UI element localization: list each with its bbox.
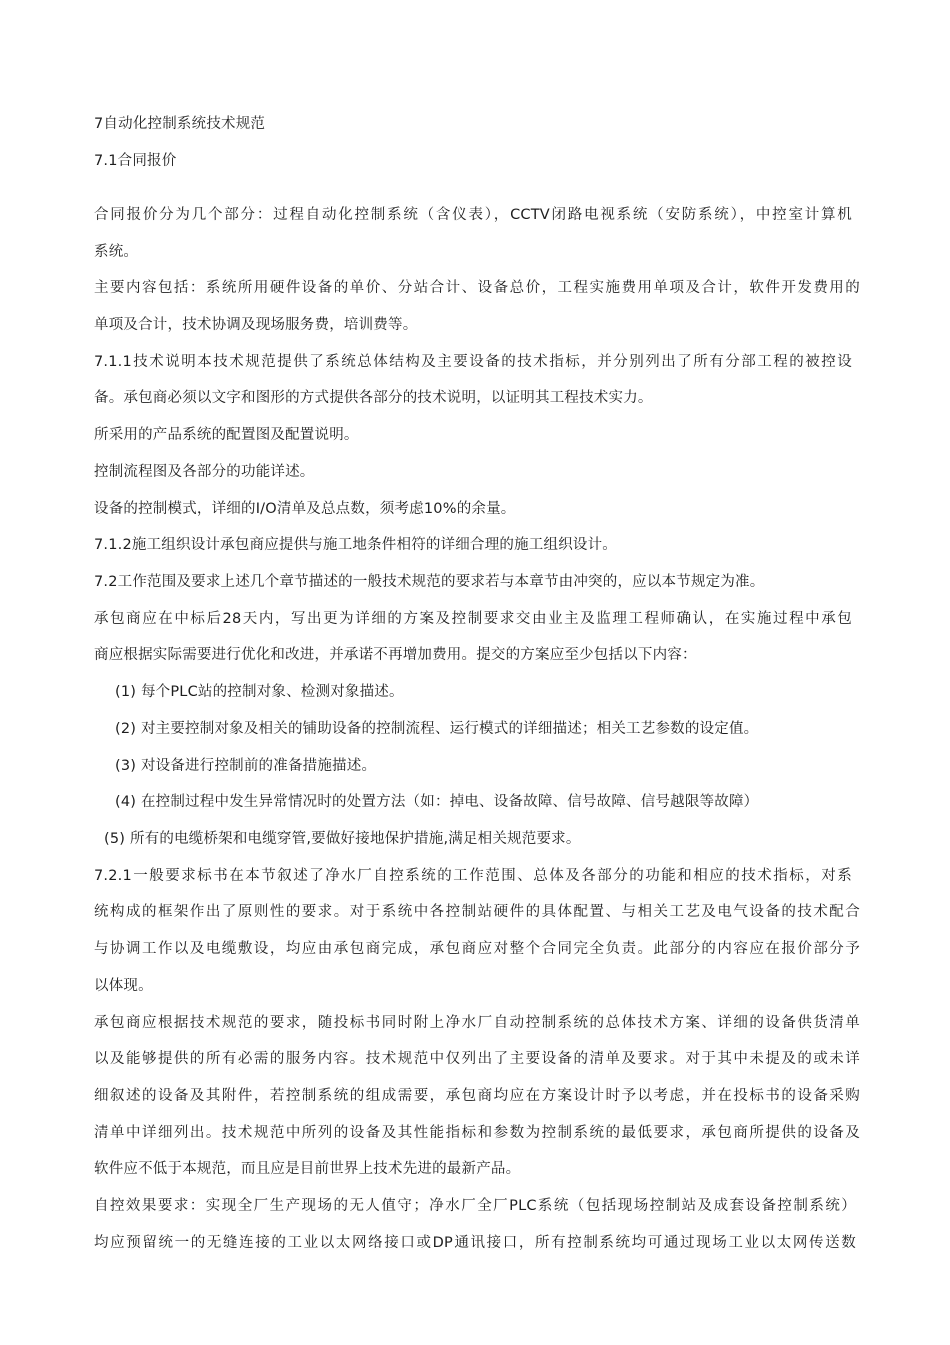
text-line: 单项及合计，技术协调及现场服务费，培训费等。: [94, 317, 418, 333]
text-line: 7.1.2施工组织设计承包商应提供与施工地条件相符的详细合理的施工组织设计。: [94, 537, 617, 553]
text-line: 以及能够提供的所有必需的服务内容。技术规范中仅列出了主要设备的清单及要求。对于其中未提及的或未详: [94, 1051, 860, 1067]
text-line: 系统。: [94, 244, 139, 260]
text-line: 设备的控制模式，详细的I/O清单及总点数，须考虑10%的余量。: [94, 501, 516, 517]
text-line: 统构成的框架作出了原则性的要求。对于系统中各控制站硬件的具体配置、与相关工艺及电气设备的技术配合: [94, 904, 860, 920]
text-line: 承包商应在中标后28天内，写出更为详细的方案及控制要求交由业主及监理工程师确认，在实施过程中承包: [94, 611, 852, 627]
text-line: 控制流程图及各部分的功能详述。: [94, 464, 315, 480]
text-line: 商应根据实际需要进行优化和改进，并承诺不再增加费用。提交的方案应至少包括以下内容：: [94, 647, 697, 663]
text-line: 7.1.1技术说明本技术规范提供了系统总体结构及主要设备的技术指标，并分别列出了所有分部工程的被控设: [94, 354, 852, 370]
text-line: 清单中详细列出。技术规范中所列的设备及其性能指标和参数为控制系统的最低要求，承包商所提供的设备及: [94, 1125, 860, 1141]
text-line: 备。承包商必须以文字和图形的方式提供各部分的技术说明，以证明其工程技术实力。: [94, 390, 653, 406]
list-item: (2) 对主要控制对象及相关的铺助设备的控制流程、运行模式的详细描述；相关工艺参数的设定值。: [115, 721, 759, 737]
text-line: 承包商应根据技术规范的要求，随投标书同时附上净水厂自动控制系统的总体技术方案、详细的设备供货清单: [94, 1015, 860, 1031]
text-line: 主要内容包括：系统所用硬件设备的单价、分站合计、设备总价，工程实施费用单项及合计，软件开发费用的: [94, 280, 860, 296]
text-line: 软件应不低于本规范，而且应是目前世界上技术先进的最新产品。: [94, 1161, 521, 1177]
text-line: 所采用的产品系统的配置图及配置说明。: [94, 427, 359, 443]
subsection-heading: 7.1合同报价: [94, 153, 177, 169]
list-item: (1) 每个PLC站的控制对象、检测对象描述。: [115, 684, 404, 700]
section-heading: 7自动化控制系统技术规范: [94, 116, 266, 132]
list-item: (3) 对设备进行控制前的准备措施描述。: [115, 758, 377, 774]
text-line: 与协调工作以及电缆敷设，均应由承包商完成，承包商应对整个合同完全负责。此部分的内容应在报价部分予: [94, 941, 860, 957]
text-line: 7.2工作范围及要求上述几个章节描述的一般技术规范的要求若与本章节由冲突的，应以本节规定为准。: [94, 574, 765, 590]
text-line: 合同报价分为几个部分：过程自动化控制系统（含仪表），CCTV闭路电视系统（安防系统），中控室计算机: [94, 207, 852, 223]
text-line: 以体现。: [94, 978, 153, 994]
text-line: 细叙述的设备及其附件，若控制系统的组成需要，承包商均应在方案设计时予以考虑，并在投标书的设备采购: [94, 1088, 860, 1104]
list-item: (4) 在控制过程中发生异常情况时的处置方法（如：掉电、设备故障、信号故障、信号越限等故障）: [115, 794, 759, 810]
list-item: (5) 所有的电缆桥架和电缆穿管,要做好接地保护措施,满足相关规范要求。: [104, 831, 581, 847]
text-line: 自控效果要求：实现全厂生产现场的无人值守；净水厂全厂PLC系统（包括现场控制站及成套设备控制系统）: [94, 1198, 856, 1214]
text-line: 均应预留统一的无缝连接的工业以太网络接口或DP通讯接口，所有控制系统均可通过现场工业以太网传送数: [94, 1235, 856, 1251]
text-line: 7.2.1一般要求标书在本节叙述了净水厂自控系统的工作范围、总体及各部分的功能和相应的技术指标，对系: [94, 868, 852, 884]
